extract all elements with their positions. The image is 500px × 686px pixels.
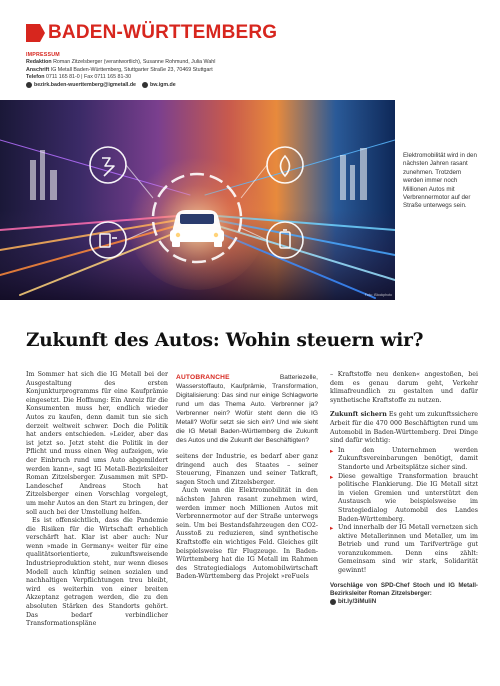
- imprint-telefon: Telefon 0711 165 81-0 | Fax 0711 165 81-30: [26, 74, 132, 81]
- image-caption: Elektromobilität wird in den nächsten Jahren rasant zunehmen. Trotzdem werden immer noch Millionen Autos mit Verbrennermotor auf der Straße unterwegs sein.: [403, 152, 477, 210]
- email-icon: [26, 82, 32, 88]
- footnote: [330, 582, 478, 607]
- section-title: BADEN-WÜRTTEMBERG: [48, 22, 278, 43]
- website-link[interactable]: bw.igm.de: [150, 81, 176, 88]
- imprint-tag: IMPRESSUM: [26, 52, 60, 58]
- paragraph: – Kraftstoffe neu denken« angestoßen, bei dem es genau darum geht, Verkehr klimafreundlich zu gestalten und dafür synthetische Kraftstoffe zu nutzen.: [330, 371, 478, 404]
- footnote-link-row: [330, 598, 478, 606]
- brand-arrow-icon: [26, 24, 40, 42]
- info-box-kicker: AUTOBRANCHE: [176, 374, 230, 381]
- bullet-item: ▸ Und innerhalb der IG Metall vernetzen sich aktive Metallerinnen und Metaller, um im Betrieb und rund um Tarifverträge gut voranzukommen. Denn eins zählt: Gemeinsam sind wir stark, Solidarität gewinnt!: [330, 524, 478, 576]
- web-icon: [142, 82, 148, 88]
- paragraph: Im Sommer hat sich die IG Metall bei der Ausgestaltung des ersten Konjunkturprogramms für eine Kaufprämie eingesetzt. Die Hoffnung: Ein Anreiz für die Konsumenten muss her, endlich wieder Autos zu kaufen, denn damit tun sie sich derzeit weltweit schwer. Doch die Politik hat anders entschieden. »Leider, aber das ist jetzt so. Jetzt steht die Politik in der Pflicht und muss einen Weg aufzeigen, wie der Einbruch rund ums Auto abgemildert werden kann«, sagt IG Metall-Bezirksleiter Roman Zitzelsberger. Zusammen mit SPD-Landeschef Andreas Stoch hat Zitzelsberger einen Vorschlag vorgelegt, um mehr Autos an den Start zu bringen, der soll auch bei der Umstellung helfen.: [26, 371, 168, 516]
- bullet-item: ▸ In den Unternehmen werden Zukunftsvereinbarungen benötigt, damit Standorte und Arbeitsplätze sicher sind.: [330, 447, 478, 473]
- column-3: [330, 371, 478, 606]
- footnote-link[interactable]: bit.ly/3iMuliN: [338, 598, 377, 606]
- photo-credit: Foto: iStockphoto: [364, 293, 392, 297]
- imprint-contacts: [26, 82, 486, 89]
- imprint-redaktion: Redaktion Roman Zitzelsberger (verantwortlich), Susanne Rohmund, Julia Wahl: [26, 59, 216, 66]
- bullet-item: ▸ Diese gewaltige Transformation braucht politische Flankierung. Die IG Metall sitzt in vielen Gremien und unterstützt den Austausch wie beispielsweise im Strategiedialog Automobil des Landes Baden-Württemberg.: [330, 473, 478, 525]
- web-icon: [330, 599, 336, 605]
- info-box: [176, 371, 318, 453]
- email-link[interactable]: bezirk.baden-wuerttemberg@igmetall.de: [34, 81, 137, 88]
- paragraph: seitens der Industrie, es bedarf aber ganz dringend auch des Staates – seiner Steuerung, Finanzen und seiner Tatkraft, sagen Stoch und Zitzelsberger.: [176, 453, 318, 486]
- hero-illustration: [0, 100, 395, 300]
- article-headline: Zukunft des Autos: Wohin steuern wir?: [26, 330, 424, 351]
- info-box-text: Batteriezelle, Wasserstoffauto, Kaufprämie, Transformation, Digitalisierung: Das sind nur einige Schlagworte rund um das Thema Auto. Verbrenner ja? Verbrenner nein? Wofür steht denn die IG Metall? Wofür setzt sie sich ein? Und wie sieht die IG Metall Baden-Württemberg die Zukunft des Autos und die Zukunft der Beschäftigten?: [176, 374, 318, 444]
- page-header: [26, 22, 486, 89]
- imprint: [26, 52, 486, 89]
- paragraph: Auch wenn die Elektromobilität in den nächsten Jahren rasant zunehmen wird, werden immer noch Millionen Autos mit Verbrennermotor auf der Straße unterwegs sein. Um bei Bestandsfahrzeugen den CO2-Ausstoß zu reduzieren, sind synthetische Kraftstoffe ein wichtiges Feld. Gleiches gilt beispielsweise für Flugzeuge. In Baden-Württemberg hat die IG Metall im Rahmen des Strategiedialogs Automobilwirtschaft Baden-Württemberg das Projekt »reFuels: [176, 487, 318, 581]
- imprint-anschrift: Anschrift IG Metall Baden-Württemberg, Stuttgarter Straße 23, 70469 Stuttgart: [26, 66, 213, 73]
- column-1: [26, 371, 168, 629]
- column-2: [176, 371, 318, 582]
- subhead: Zukunft sichern: [330, 411, 387, 419]
- bullet-list: [330, 447, 478, 576]
- footnote-text: Vorschläge von SPD-Chef Stoch und IG Metall-Bezirksleiter Roman Zitzelsberger:: [330, 581, 478, 597]
- brand: [26, 22, 486, 44]
- paragraph-with-subhead: Zukunft sichern Es geht um zukunftssichere Arbeit für die 470 000 Beschäftigten rund um Automobil in Baden-Württemberg. Drei Dinge sind dafür wichtig:: [330, 411, 478, 445]
- paragraph: Es ist offensichtlich, dass die Pandemie die Risiken für die Wirtschaft erheblich verschärft hat. Klar ist aber auch: Nur wenn »made in Germany« weiter für eine qualitätsorientierte, zukunftsweisende Industrieproduktion steht, nur wenn dieses Modell auch künftig seinen sozialen und nachhaltigen Verpflichtungen treu bleibt, wird es weiterhin von einer breiten Akzeptanz getragen werden, die zu den absoluten Stärken des Standorts gehört. Das bedarf verbindlicher Transformationspläne: [26, 517, 168, 628]
- hero-image: [0, 100, 395, 300]
